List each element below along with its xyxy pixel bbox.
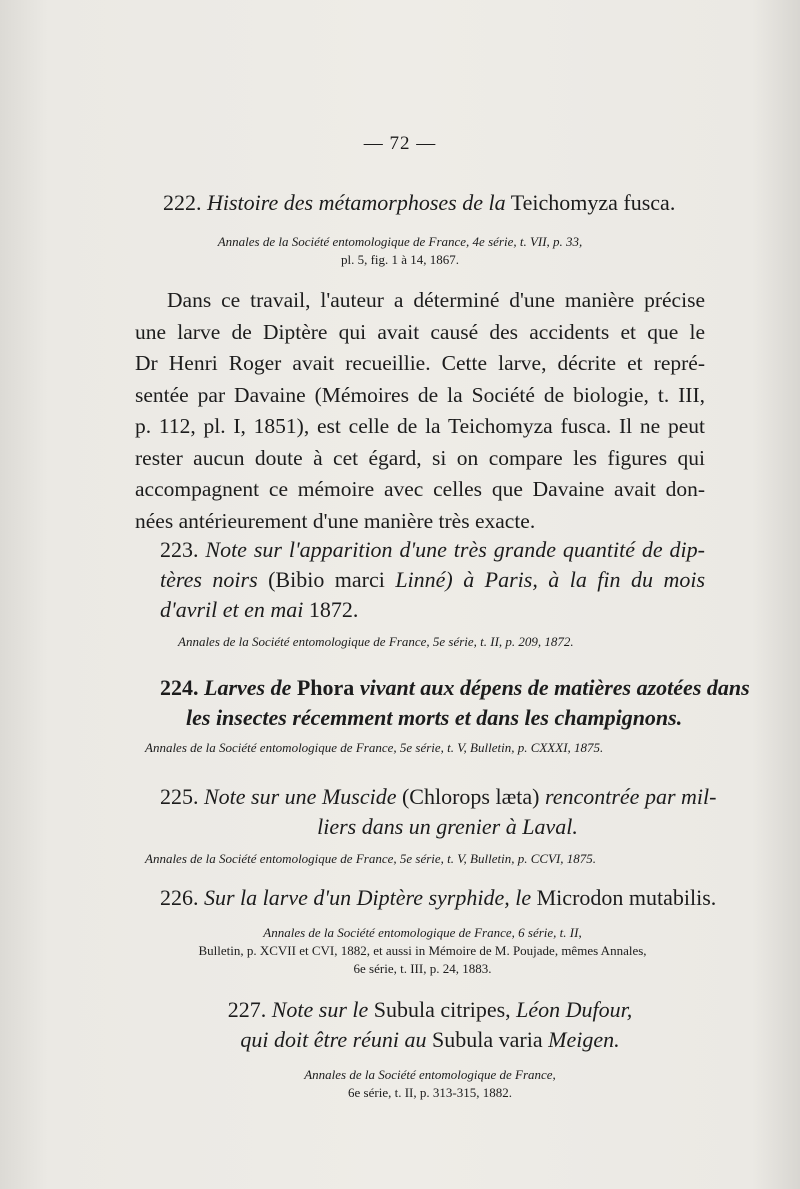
- page-number: — 72 —: [363, 133, 437, 154]
- entry-222-citation: Annales de la Société entomologique de France, 4e série, t. VII, p. 33, pl. 5, fig. 1 à 14, 1867.: [217, 234, 583, 267]
- entry-225-citation: Annales de la Société entomologique de France, 5e série, t. V, Bulletin, p. CCVI, 1875.: [145, 851, 597, 866]
- entry-222-title: 222. Histoire des métamorphoses de la Teichomyza fusca.: [163, 190, 676, 215]
- entry-223-citation: Annales de la Société entomologique de France, 5e série, t. II, p. 209, 1872.: [178, 634, 574, 649]
- entry-222-body: Dans ce travail, l'auteur a déterminé d'une manière précise une larve de Diptère qui avait causé des accidents et que le Dr Henri Roger avait recueillie. Cette larve, décrite et repré- sentée par Davaine (Mémoires de la Société de biologie, t. III, p. 112, pl. I, 1851), est celle de la Teichomyza fusca. Il ne peut rester aucun doute à cet égard, si on compare les figures qui accompagnent ce mémoire avec celles que Davaine avait don- nées antérieurement d'une manière très exacte.: [135, 288, 705, 533]
- entry-224-title: 224. Larves de Phora vivant aux dépens de matières azotées dans les insectes récemment morts et dans les champignons.: [160, 675, 750, 730]
- entry-226-citation: Annales de la Société entomologique de France, 6 série, t. II, Bulletin, p. XCVII et CVI, 1882, et aussi in Mémoire de M. Poujade, mêmes Annales, 6e série, t. III, p. 24, 1883.: [198, 925, 647, 976]
- entry-227-citation: Annales de la Société entomologique de France, 6e série, t. II, p. 313-315, 1882.: [304, 1067, 556, 1100]
- entry-223-title: 223. Note sur l'apparition d'une très grande quantité de dip- tères noirs (Bibio marci Linné) à Paris, à la fin du mois d'avril et en mai 1872.: [160, 537, 706, 622]
- entry-226-title: 226. Sur la larve d'un Diptère syrphide, le Microdon mutabilis.: [160, 885, 717, 910]
- entry-227-title: 227. Note sur le Subula citripes, Léon Dufour, qui doit être réuni au Subula varia Meigen.: [227, 997, 633, 1052]
- entry-225-title: 225. Note sur une Muscide (Chlorops læta) rencontrée par mil- liers dans un grenier à Laval.: [160, 784, 717, 839]
- entry-224-citation: Annales de la Société entomologique de France, 5e série, t. V, Bulletin, p. CXXXI, 1875.: [145, 740, 604, 755]
- entry-number: 222.: [163, 190, 202, 215]
